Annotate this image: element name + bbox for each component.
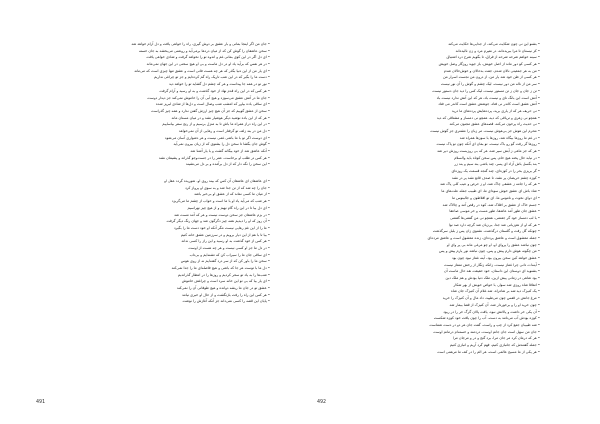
verse-line: • بند بگسل باش آزاد ای پسر، چند باشی بند سیم و بند زر (454, 162, 540, 167)
verse-line: • دست ما را بگیر که در این شب تاریک راه گم کرده‌ایم و جز تو چراغی نداریم (154, 75, 270, 80)
right-stanza-a (330, 41, 540, 355)
verse-line: • ای دوست اگر تو با ما باشی غمی نیست و هر دشواری آسان می‌شود (164, 135, 270, 140)
verse-line: • نی حدیث راه پرخون می‌کند، قصه‌های عشق مجنون می‌کند (449, 122, 540, 127)
verse-line: • هر کس این راه را رفت بازنگشت و از حال او خبری نیامد (182, 292, 270, 297)
verse-line: • آنکه عاشق شد از خود بیگانه گشت و با یار آشنا شد (190, 149, 270, 153)
verse-line: • چونکه گل رفت و گلستان درگذشت، نشنوی زان پس ز بلبل سرگذشت (432, 229, 540, 234)
left-stanza-a (70, 41, 270, 168)
verse-line: • همچو نی زهری و تریاقی که دید، همچو نی دمساز و مشتاقی که دید (436, 115, 540, 120)
verse-line: • جان من سهل است جان جانم اوست، دردمند و خسته‌ام درمانم اوست (433, 329, 540, 334)
verse-line: • نی حریف هر که از یاری برید، پرده‌هایش پرده‌های ما درید (451, 108, 540, 113)
verse-line: • چون خرید او را و برخوردار شد، آن کنیزک از قضا بیمار شد (449, 302, 540, 307)
verse-line: • جمله معشوق است و عاشق پرده‌ای، زنده معشوق است و عاشق مرده‌ای (427, 235, 540, 240)
verse-line: • هر که از این باده نوشید دیگر هوشیار نشد و در میان مستان ماند (171, 115, 270, 120)
left-page-text (70, 41, 270, 305)
verse-line: • ای ساقی جان ما را سیراب کن که تشنه‌ایم و بی‌تاب (189, 252, 270, 257)
stanza-separator (70, 168, 270, 178)
verse-line: • کوزه بودش آب می‌نامد به دست، آب را چون یافت خود کوزه شکست (433, 316, 540, 321)
verse-line: • دل من در بند زلف تو گرفتار است و رهایی از آن نمی‌خواهد (178, 128, 270, 133)
verse-line: • عشق تو در جان ما ریشه دوانده و هیچ طوفانی آن را نمی‌کند (176, 286, 270, 291)
verse-line: • چون نباشد عشق را پروای او، او چو مرغی ماند بی پر وای او (446, 242, 540, 247)
verse-line: • هر کس که در این راه قدم نهاد از خود گذشت و به او رسید و آرام گرفت (159, 88, 270, 93)
verse-line: • هر که را جامه ز عشقی چاک شد، او ز حرص و عیب کلی پاک شد (440, 182, 540, 187)
verse-line: • گر بریزی بحر را در کوزه‌ای، چند گنجد قسمت یک روزه‌ای (451, 169, 540, 174)
verse-line: • کز نیستان تا مرا ببریده‌اند، در نفیرم مرد و زن نالیده‌اند (455, 48, 540, 53)
verse-line: • شب‌ها را به یاد تو سحر کردیم و روزها را در انتظار گذراندیم (177, 272, 270, 277)
verse-line: • آن روز که او را دیدیم همه چیز دگرگون شد و جهان رنگ دیگر گرفت (166, 219, 270, 224)
verse-line: • محرم این هوش جز بی‌هوش نیست، مر زبان را مشتری جز گوش نیست (430, 128, 540, 133)
verse-line: • من به هر جمعیتی نالان شدم، جفت بدحالان و خوش‌حالان شدم (443, 68, 540, 73)
verse-line: • ای یار بیا که بی تو این خانه سرد است و چراغش خاموش (181, 279, 270, 284)
verse-line: • هر که او از هم‌زبانی شد جدا، بی‌زبان شد گرچه دارد صد نوا (448, 222, 540, 227)
verse-line: • اتفاقا شاه روزی شد سوار، با خواص خویش از بهر شکار (453, 282, 540, 287)
verse-line: • در نیابد حال پخته هیچ خام، پس سخن کوتاه باید والسلام (454, 155, 540, 160)
verse-line: • هر شب که می‌آید یاد او با ما است و خواب از چشم ما می‌گریزد (171, 199, 270, 204)
verse-line: • روزها گر رفت گو رو باک نیست، تو بمان ای آنکه چون تو پاک نیست (436, 142, 540, 147)
left-stanza-b (70, 178, 270, 305)
verse-line: • سخن عاشقان را گوش کن که از میان دردها برمی‌آید و روشنی می‌بخشد به جان خسته (138, 48, 270, 53)
verse-line: • ای عاشقان ای عاشقان آن کس که بیند روی او، شوریده گردد عقل او (164, 179, 270, 184)
verse-line: • در غم ما روزها بیگاه شد، روزها با سوزها همراه شد (459, 135, 540, 140)
verse-line: • در دل ما جز او کسی نیست و هر چه هست از اوست (188, 245, 270, 250)
verse-line: • بشنوید ای دوستان این داستان، خود حقیقت نقد حال ماست آن (444, 269, 540, 274)
verse-line: • جان ما در آتش عشق می‌سوزد و هیچ آبی آن را خاموش نمی‌کند جز دیدار دوست (147, 95, 270, 100)
verse-line: • آینه‌ات دانی چرا غماز نیست، زانکه زنگار از رخش ممتاز نیست (444, 262, 540, 267)
verse-line: • از میان ما کسی نماند که از عشق او بی‌خبر باشد (194, 192, 270, 197)
verse-line: • ای دل اگر در این کوی بمانی غم و اندوه تو را نخواهد گرفت و شادی خواهی یافت (146, 55, 270, 60)
verse-line: • شاد باش ای عشق خوش سودای ما، ای طبیب جمله علت‌های ما (441, 189, 540, 194)
right-page-text (330, 41, 540, 355)
verse-line: • مرغ جانش در قفس چون می‌طپید، داد مال و آن کنیزک را خرید (442, 296, 540, 301)
verse-line: • هر کس از خود گذشت به او رسید و این راز را کسی نداند (181, 239, 270, 244)
verse-line: • آتش است این بانگ نای و نیست باد، هر که این آتش ندارد نیست باد (436, 95, 540, 100)
verse-line: • سر من از ناله من دور نیست، لیک چشم و گوش را آن نور نیست (440, 82, 540, 87)
right-page-number: 492 (317, 399, 327, 405)
verse-line: • سینه خواهم شرحه شرحه از فراق، تا بگویم شرح درد اشتیاق (446, 55, 540, 60)
verse-line: • ای ساقی باده بیاور که امشب شب وصال است و دل‌ها از شادی لبریز شده (155, 102, 270, 107)
verse-line: • سخن ما را باور کن که از سر درد گفته‌ایم نه از روی هوس (180, 259, 270, 264)
verse-line: • پایان این قصه را کسی نمی‌داند جز آنکه آغازش را نوشت (182, 299, 270, 304)
verse-line: • بود شاهی در زمانی پیش ازین، ملک دنیا بودش و هم ملک دین (445, 276, 540, 281)
verse-line: • ای دوای نخوت و ناموس ما، ای تو افلاطون و جالینوس ما (452, 195, 540, 200)
verse-line: • هر که جز ماهی ز آبش سیر شد، هر که بی روزیست روزش دیر شد (437, 149, 540, 153)
verse-line: • جان من اگر اینجا بمانی و بار عشق بر دوش گیری، راه را خواهی یافت و دل آرام خواهد شد (131, 42, 270, 46)
verse-line: • من چگونه هوش دارم پیش و پس، چون نباشد نور یارم پیش و پس (438, 249, 540, 254)
verse-line: • گوش جان بگشا تا سخن دل را بشنوی که از زبان بیرون نمی‌آید (173, 142, 270, 147)
verse-line: • هر کسی کو دور ماند از اصل خویش، باز جوید روزگار وصل خویش (438, 62, 540, 67)
verse-line: • این سخن را نگه دار که از دل برآمده و بر دل می‌نشیند (185, 162, 270, 167)
verse-line: • آن یکی خر داشت و پالانش نبود، یافت پالان گرگ خر را در ربود (443, 309, 540, 314)
verse-line: • جان را چه شد که از تن جدا شد و به سوی او پرواز کرد (185, 185, 270, 190)
verse-line: • یک کنیزک دید شه بر شاه‌راه، شد غلام آن کنیزک جان شاه (450, 289, 540, 294)
verse-line: • عشق جان طور آمد عاشقا، طور مست و خر موسی صاعقا (449, 209, 540, 214)
verse-line: • با لب دمساز خود گر جفتمی، همچو نی من گفتنی‌ها گفتمی (450, 215, 540, 220)
verse-line: • هر کسی از ظن خود شد یار من، از درون من نجست اسرار من (442, 75, 540, 80)
verse-line: • کوزه چشم حریصان پر نشد، تا صدف قانع نشد پر در نشد (451, 175, 540, 180)
verse-line: • هر یکی از ما مسیح عالمی است، هر الم را در کف ما مرهمی است (437, 349, 540, 354)
verse-line: • هر کس در طلب او برخاست، عمر را در جست‌وجو گذراند و پشیمان نشد (158, 155, 270, 160)
left-page-number: 491 (36, 399, 46, 405)
verse-line: • ای یار من از این دنیا بگذر که هر چه هست فانی است و عشق تنها چیزی است که می‌ماند (134, 68, 270, 73)
verse-line: • عشق خواهد کین سخن بیرون بود، آینه غماز نبود چون بود (451, 256, 540, 260)
right-page (300, 0, 600, 424)
verse-line: • جسم خاک از عشق بر افلاک شد، کوه در رقص آمد و چالاک شد (442, 202, 540, 207)
verse-line: • دل ما با توست هر جا که باشی و هیچ فاصله‌ای ما را جدا نمی‌کند (171, 266, 270, 270)
verse-line: • آتش عشق است کاندر نی فتاد، جوشش عشق است کاندر می فتاد (438, 102, 540, 107)
verse-line: • شه طبیبان جمع کرد از چپ و راست، گفت جان هر دو در دست شماست (429, 322, 540, 327)
verse-line: • در بزم عاشقان جز سخن دوست نیست و هر که آمد مست شد (174, 212, 270, 217)
verse-line: • هر که درمان کرد مر جان مرا، برد گنج و در و مرجان مرا (452, 336, 540, 341)
verse-line: • تن ز جان و جان ز تن مستور نیست، لیک کس را دید جان دستور نیست (432, 88, 540, 93)
verse-line: • بیا تا با هم از این دیار برویم و در سرزمین عشق خانه کنیم (180, 232, 270, 237)
verse-line: • بشنو این نی چون شکایت می‌کند، از جدایی‌ها حکایت می‌کند (448, 42, 540, 46)
verse-line: • در این راه دراز همراه ما باش تا به منزل برسیم و از رنج سفر بیاساییم (162, 122, 270, 127)
verse-line: • ما را از این غم رهایی نیست مگر آنکه او خود دست ما را بگیرد (173, 225, 270, 230)
verse-line: • جمله گفتندش که جانبازی کنیم، فهم گرد آریم و انبازی کنیم (449, 342, 540, 347)
verse-line: • سخن از عشق گوییم که جز آن هیچ چیز ارزش گفتن ندارد و همه چیز گذراست (151, 108, 270, 113)
verse-line: • در هر نفس که برآید یاد او در دل ماست و بی او هیچ سخنی در این جهان نمی‌ماند (146, 62, 270, 67)
verse-line: • ای دل بیا تا در این راه گام نهیم و از هیچ چیز نهراسیم (187, 205, 270, 210)
verse-line: • نور تو در همه جا پیداست و هر که چشم دل گشاید تو را خواهد دید (168, 82, 270, 87)
